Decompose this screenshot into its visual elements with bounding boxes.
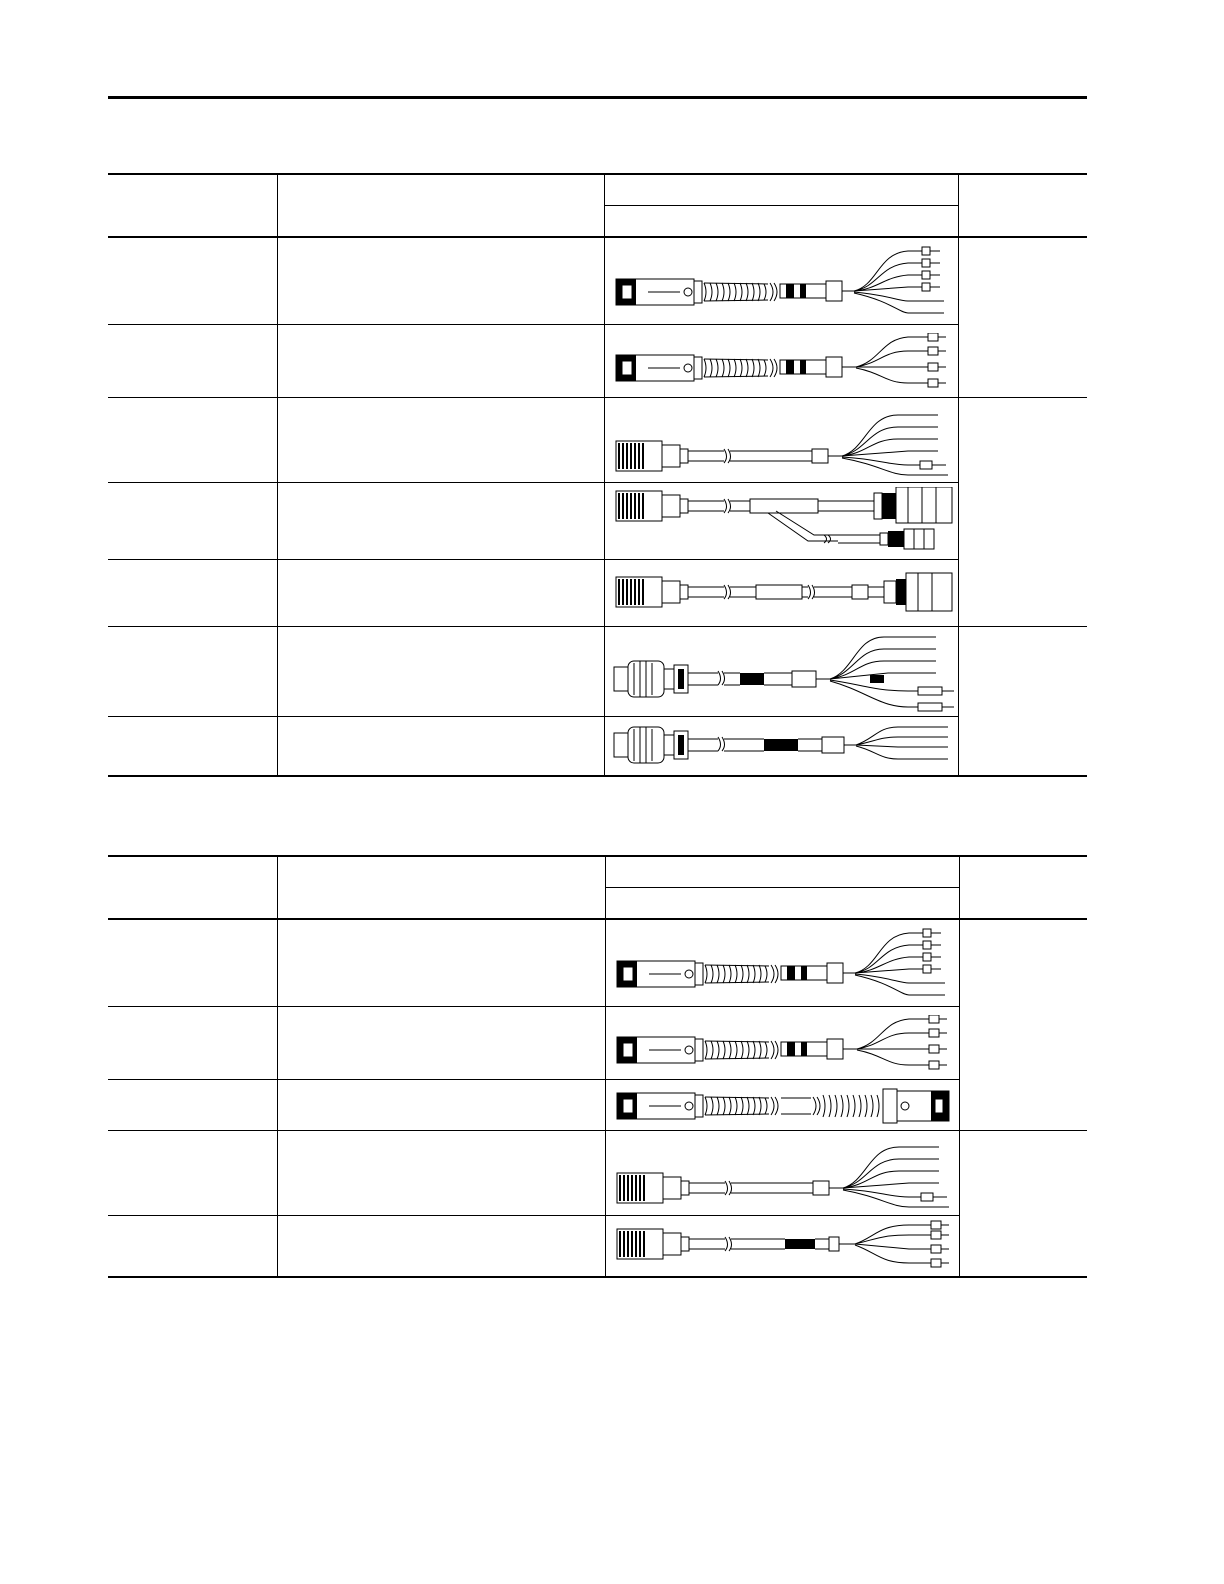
- table-bottom-border: [108, 775, 1087, 777]
- row-divider: [108, 324, 958, 325]
- row-divider: [108, 1079, 959, 1080]
- row-divider: [108, 1006, 959, 1007]
- cable-image-b: [609, 1015, 955, 1075]
- row-divider: [108, 1130, 1087, 1131]
- image-header-divider: [605, 205, 958, 206]
- col-divider-1: [277, 173, 278, 777]
- header-bottom-border: [108, 918, 1087, 920]
- row-divider: [108, 1215, 959, 1216]
- page-top-rule: [108, 96, 1087, 99]
- table-top-border: [108, 173, 1087, 175]
- cable-image-a: [609, 927, 955, 999]
- col-divider-3: [958, 173, 959, 777]
- cable-table-2: [108, 855, 1087, 1278]
- row-divider: [108, 559, 958, 560]
- cable-image-c: [609, 1135, 955, 1211]
- cable-image-h: [609, 1087, 955, 1125]
- cable-image-a: [608, 245, 954, 317]
- image-header-divider: [606, 887, 959, 888]
- cable-image-b: [608, 333, 954, 393]
- col-divider-2: [604, 173, 605, 777]
- cable-image-i: [609, 1219, 955, 1271]
- cable-image-d: [608, 487, 954, 555]
- cable-table-1: [108, 173, 1087, 777]
- table-bottom-border: [108, 1276, 1087, 1278]
- table-top-border: [108, 855, 1087, 857]
- row-divider: [108, 626, 1087, 627]
- row-divider: [108, 482, 958, 483]
- cable-image-f: [608, 631, 954, 713]
- header-bottom-border: [108, 236, 1087, 238]
- row-divider: [108, 716, 958, 717]
- cable-image-g: [608, 723, 954, 769]
- cable-image-e: [608, 571, 954, 615]
- cable-image-c: [608, 403, 954, 479]
- row-divider: [108, 397, 1087, 398]
- col-divider-3: [959, 855, 960, 1278]
